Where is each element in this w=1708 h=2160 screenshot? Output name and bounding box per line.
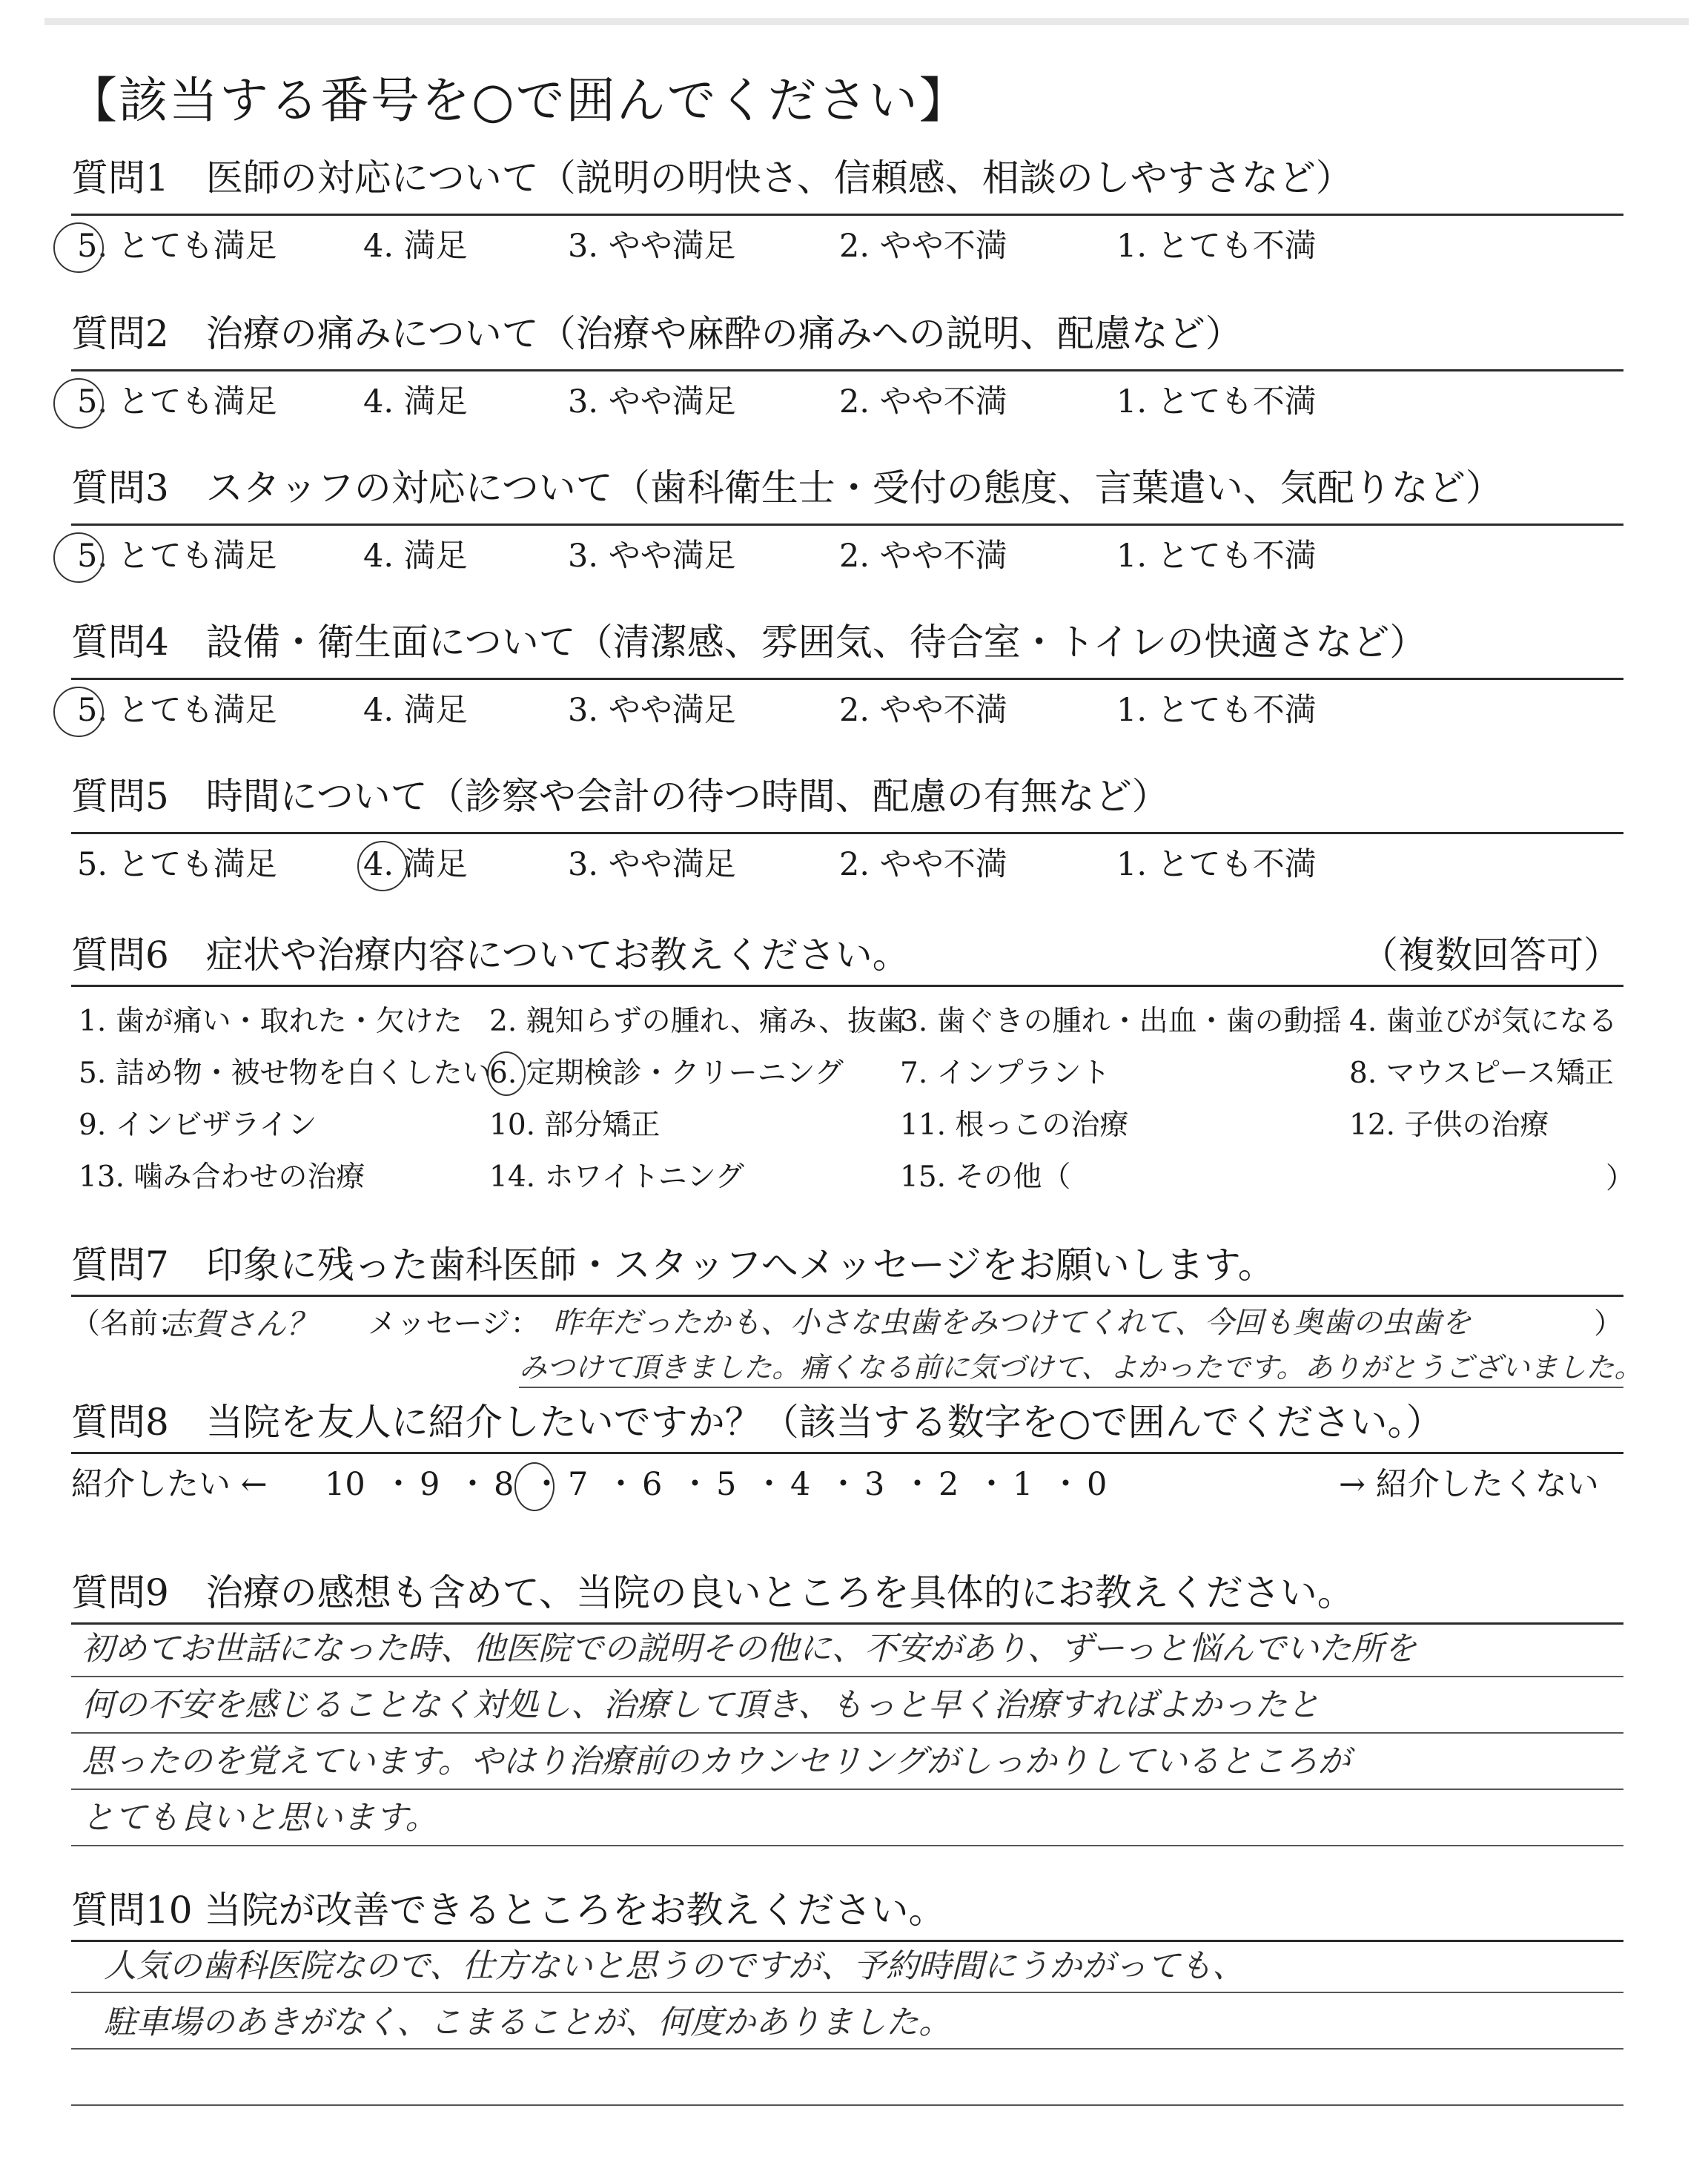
q4-option-3: 3. やや満足	[568, 692, 736, 729]
q6-option-2: 2. 親知らずの腫れ、痛み、抜歯	[489, 1005, 906, 1038]
q1-selected-circle	[53, 222, 104, 273]
scan-top-edge	[44, 18, 1689, 25]
q1-option-5: 5. とても満足	[77, 228, 277, 265]
q6-option-15: 15. その他（	[900, 1160, 1071, 1194]
q7-message-label: メッセージ：	[368, 1307, 540, 1341]
q1-label: 質問1 医師の対応について（説明の明快さ、信頼感、相談のしやすさなど）	[71, 156, 1353, 199]
q7-label: 質問7 印象に残った歯科医師・スタッフへメッセージをお願いします。	[71, 1244, 1275, 1287]
q2-option-5: 5. とても満足	[77, 383, 277, 420]
q10-rule-3	[71, 2104, 1623, 2106]
q8-scale-2: 2	[939, 1466, 959, 1503]
q8-scale-dot: ・	[901, 1466, 933, 1503]
q3-selected-circle	[53, 532, 104, 583]
q8-scale-4: 4	[790, 1466, 811, 1503]
q3-option-4: 4. 満足	[363, 538, 468, 575]
q8-scale-1: 1	[1013, 1466, 1033, 1503]
q9-rule-4	[71, 1845, 1623, 1846]
q8-scale-dot: ・	[753, 1466, 785, 1503]
q3-option-3: 3. やや満足	[568, 538, 736, 575]
q4-option-4: 4. 満足	[363, 692, 468, 729]
q6-option-1: 1. 歯が痛い・取れた・欠けた	[79, 1005, 463, 1038]
q1-rule	[71, 214, 1623, 216]
q10-line-1: 人気の歯科医院なので、仕方ないと思うのですが、予約時間にうかがっても、	[104, 1947, 1245, 1985]
q10-label: 質問10 当院が改善できるところをお教えください。	[71, 1889, 946, 1932]
q6-option-14: 14. ホワイトニング	[489, 1160, 744, 1194]
q9-line-4: とても良いと思います。	[82, 1799, 438, 1837]
q4-option-1: 1. とても不満	[1116, 692, 1317, 729]
q8-right-label: → 紹介したくない	[1339, 1466, 1599, 1503]
q5-option-1: 1. とても不満	[1116, 846, 1317, 883]
q4-rule	[71, 678, 1623, 680]
q1-option-2: 2. やや不満	[839, 228, 1007, 265]
q4-option-2: 2. やや不満	[839, 692, 1007, 729]
q6-option-8: 8. マウスピース矯正	[1349, 1057, 1614, 1090]
q5-option-3: 3. やや満足	[568, 846, 736, 883]
q7-message-close: ）	[1594, 1307, 1623, 1341]
q8-scale-dot: ・	[827, 1466, 859, 1503]
q8-scale-7: 7	[568, 1466, 589, 1503]
q8-left-label: 紹介したい ←	[71, 1466, 268, 1503]
q8-scale-dot: ・	[1050, 1466, 1082, 1503]
q9-label: 質問9 治療の感想も含めて、当院の良いところを具体的にお教えください。	[71, 1571, 1354, 1614]
q2-rule	[71, 369, 1623, 371]
page-title: 【該当する番号を○で囲んでください】	[68, 72, 970, 129]
q8-scale-9: 9	[420, 1466, 440, 1503]
q3-rule	[71, 524, 1623, 526]
q6-option-12: 12. 子供の治療	[1349, 1109, 1549, 1142]
q6-other-close: ）	[1606, 1162, 1635, 1195]
q8-scale-dot: ・	[976, 1466, 1007, 1503]
q8-scale-5: 5	[716, 1466, 737, 1503]
q7-message-line2: みつけて頂きました。痛くなる前に気づけて、よかったです。ありがとうございました。	[519, 1351, 1643, 1384]
q8-scale-10: 10	[325, 1466, 365, 1503]
q7-message-line1: 昨年だったかも、小さな虫歯をみつけてくれて、今回も奥歯の虫歯を	[553, 1306, 1472, 1340]
q6-option-11: 11. 根っこの治療	[900, 1109, 1129, 1142]
q6-note: （複数回答可）	[1361, 934, 1621, 977]
q5-option-2: 2. やや不満	[839, 846, 1007, 883]
q3-option-2: 2. やや不満	[839, 538, 1007, 575]
q1-option-1: 1. とても不満	[1116, 228, 1317, 265]
q1-option-3: 3. やや満足	[568, 228, 736, 265]
q6-option-6: 6. 定期検診・クリーニング	[489, 1057, 844, 1090]
q3-label: 質問3 スタッフの対応について（歯科衛生士・受付の態度、言葉遣い、気配りなど）	[71, 466, 1503, 509]
q6-option-3: 3. 歯ぐきの腫れ・出血・歯の動揺	[900, 1005, 1342, 1038]
q3-option-1: 1. とても不満	[1116, 538, 1317, 575]
q10-rule-1	[71, 1992, 1623, 1993]
q1-option-4: 4. 満足	[363, 228, 468, 265]
q4-option-5: 5. とても満足	[77, 692, 277, 729]
q10-line-2: 駐車場のあきがなく、こまることが、何度かありました。	[104, 2004, 952, 2041]
q6-option-13: 13. 噛み合わせの治療	[79, 1160, 365, 1194]
q8-scale-6: 6	[642, 1466, 663, 1503]
q7-rule	[71, 1295, 1623, 1297]
q10-rule	[71, 1940, 1623, 1942]
q9-line-1: 初めてお世話になった時、他医院での説明その他に、不安があり、ずーっと悩んでいた所を	[82, 1630, 1417, 1668]
q8-scale-0: 0	[1087, 1466, 1108, 1503]
q9-rule	[71, 1622, 1623, 1625]
q6-option-7: 7. インプラント	[900, 1057, 1110, 1090]
q5-option-5: 5. とても満足	[77, 846, 277, 883]
q8-scale-8: 8	[494, 1466, 514, 1503]
q9-line-2: 何の不安を感じることなく対処し、治療して頂き、もっと早く治療すればよかったと	[82, 1686, 1320, 1724]
q5-rule	[71, 832, 1623, 834]
q6-option-5: 5. 詰め物・被せ物を白くしたい	[79, 1057, 491, 1090]
q5-selected-circle	[357, 841, 408, 891]
q5-label: 質問5 時間について（診察や会計の待つ時間、配慮の有無など）	[71, 775, 1169, 818]
q8-scale-dot: ・	[605, 1466, 637, 1503]
q2-option-1: 1. とても不満	[1116, 383, 1317, 420]
q5-option-4: 4. 満足	[363, 846, 468, 883]
q9-rule-1	[71, 1676, 1623, 1677]
q2-selected-circle	[53, 378, 104, 429]
q3-option-5: 5. とても満足	[77, 538, 277, 575]
q9-rule-2	[71, 1732, 1623, 1734]
q9-line-3: 思ったのを覚えています。やはり治療前のカウンセリングがしっかりしているところが	[82, 1743, 1351, 1780]
q6-option-9: 9. インビザライン	[79, 1109, 317, 1142]
q8-rule	[71, 1452, 1623, 1454]
q7-name-value: 志賀さん？	[162, 1306, 318, 1342]
q2-option-4: 4. 満足	[363, 383, 468, 420]
q9-rule-3	[71, 1789, 1623, 1790]
q6-rule	[71, 985, 1623, 987]
q2-option-2: 2. やや不満	[839, 383, 1007, 420]
q2-label: 質問2 治療の痛みについて（治療や麻酔の痛みへの説明、配慮など）	[71, 312, 1242, 355]
q4-selected-circle	[53, 687, 104, 737]
q6-option-4: 4. 歯並びが気になる	[1349, 1005, 1618, 1038]
q6-option-10: 10. 部分矯正	[489, 1109, 661, 1142]
q8-scale-dot: ・	[531, 1466, 563, 1503]
q8-scale-dot: ・	[457, 1466, 489, 1503]
q7-answer-line	[519, 1387, 1623, 1388]
q8-scale-dot: ・	[383, 1466, 414, 1503]
q4-label: 質問4 設備・衛生面について（清潔感、雰囲気、待合室・トイレの快適さなど）	[71, 621, 1427, 664]
q8-scale-dot: ・	[679, 1466, 711, 1503]
q10-rule-2	[71, 2048, 1623, 2050]
q6-label: 質問6 症状や治療内容についてお教えください。	[71, 934, 910, 977]
q8-scale-3: 3	[864, 1466, 885, 1503]
q2-option-3: 3. やや満足	[568, 383, 736, 420]
q8-label: 質問8 当院を友人に紹介したいですか？（該当する数字を○で囲んでください。）	[71, 1401, 1443, 1444]
q7-name-label: （名前：	[71, 1307, 188, 1341]
